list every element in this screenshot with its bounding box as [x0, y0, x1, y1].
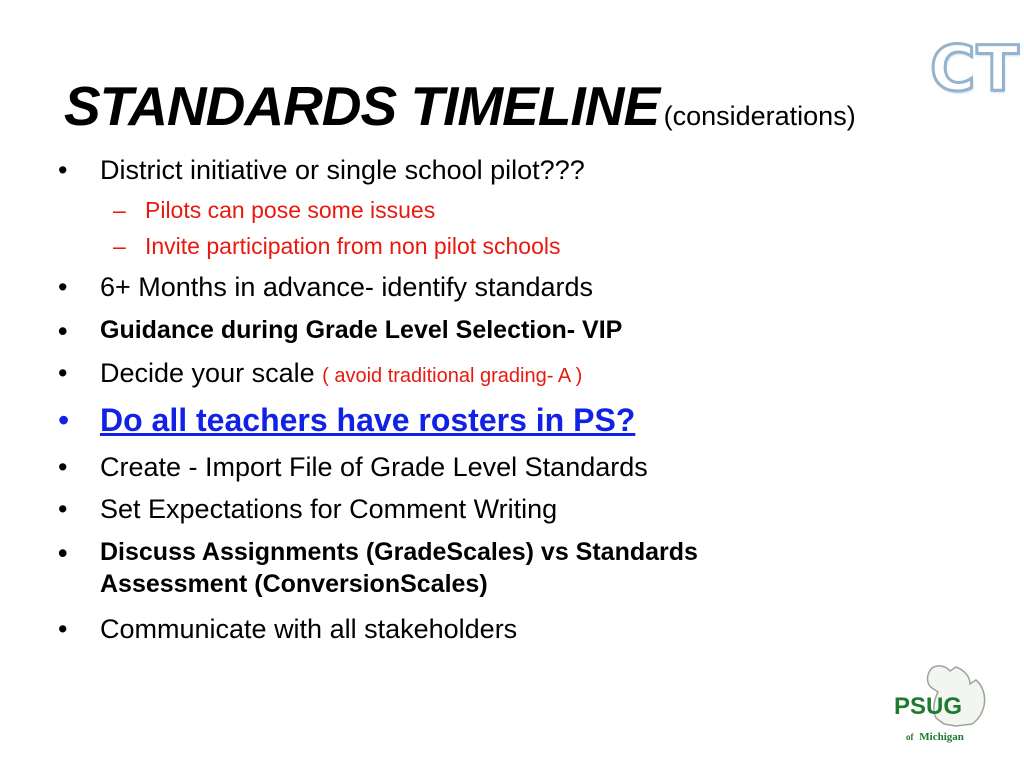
dash-icon: – — [113, 233, 126, 259]
bullet-text-line2: Assessment (ConversionScales) — [100, 570, 488, 598]
bullet-dot-icon: • — [58, 494, 68, 524]
bullet-dot-icon: • — [58, 452, 68, 482]
list-item — [113, 233, 561, 260]
list-item-continuation — [100, 570, 488, 599]
list-item — [58, 155, 585, 186]
bullet-text: Pilots can pose some issues — [145, 197, 436, 223]
bullet-text: Set Expectations for Comment Writing — [100, 494, 558, 524]
psug-wordmark: PSUG — [894, 693, 963, 720]
list-item — [58, 614, 518, 645]
bullet-text: Invite participation from non pilot schools — [145, 233, 561, 259]
list-item — [58, 358, 583, 389]
list-item — [58, 538, 698, 568]
bullet-text-line1: Discuss Assignments (GradeScales) vs Standards — [100, 538, 698, 566]
bullet-text: 6+ Months in advance- identify standards — [100, 272, 594, 302]
bullet-text: District initiative or single school pilot??? — [100, 155, 585, 185]
ct-logo: CT — [930, 32, 1020, 105]
list-item — [58, 494, 558, 525]
bullet-dot-icon: • — [58, 316, 68, 346]
bullet-text: Decide your scale — [100, 358, 315, 388]
bullet-dot-icon: • — [58, 272, 68, 302]
title-main: STANDARDS TIMELINE — [64, 75, 660, 137]
of-michigan-text: of Michigan — [906, 731, 964, 743]
psug-logo — [886, 662, 1000, 748]
list-item — [58, 316, 623, 346]
bullet-dot-icon: • — [58, 358, 68, 388]
bullet-dot-icon: • — [58, 538, 68, 568]
bullet-dot-icon: • — [58, 155, 68, 185]
list-item — [58, 272, 594, 303]
dash-icon: – — [113, 197, 126, 223]
list-item — [58, 402, 636, 439]
bullet-text: Guidance during Grade Level Selection- VIP — [100, 316, 623, 344]
bullet-text: Communicate with all stakeholders — [100, 614, 518, 644]
bullet-note: ( avoid traditional grading- A ) — [322, 365, 583, 387]
bullet-dot-icon: • — [58, 402, 70, 438]
list-item — [58, 452, 648, 483]
bullet-dot-icon: • — [58, 614, 68, 644]
rosters-link[interactable]: Do all teachers have rosters in PS? — [100, 402, 636, 438]
list-item — [113, 197, 436, 224]
title-subtitle: (considerations) — [663, 101, 856, 131]
bullet-text: Create - Import File of Grade Level Standards — [100, 452, 648, 482]
